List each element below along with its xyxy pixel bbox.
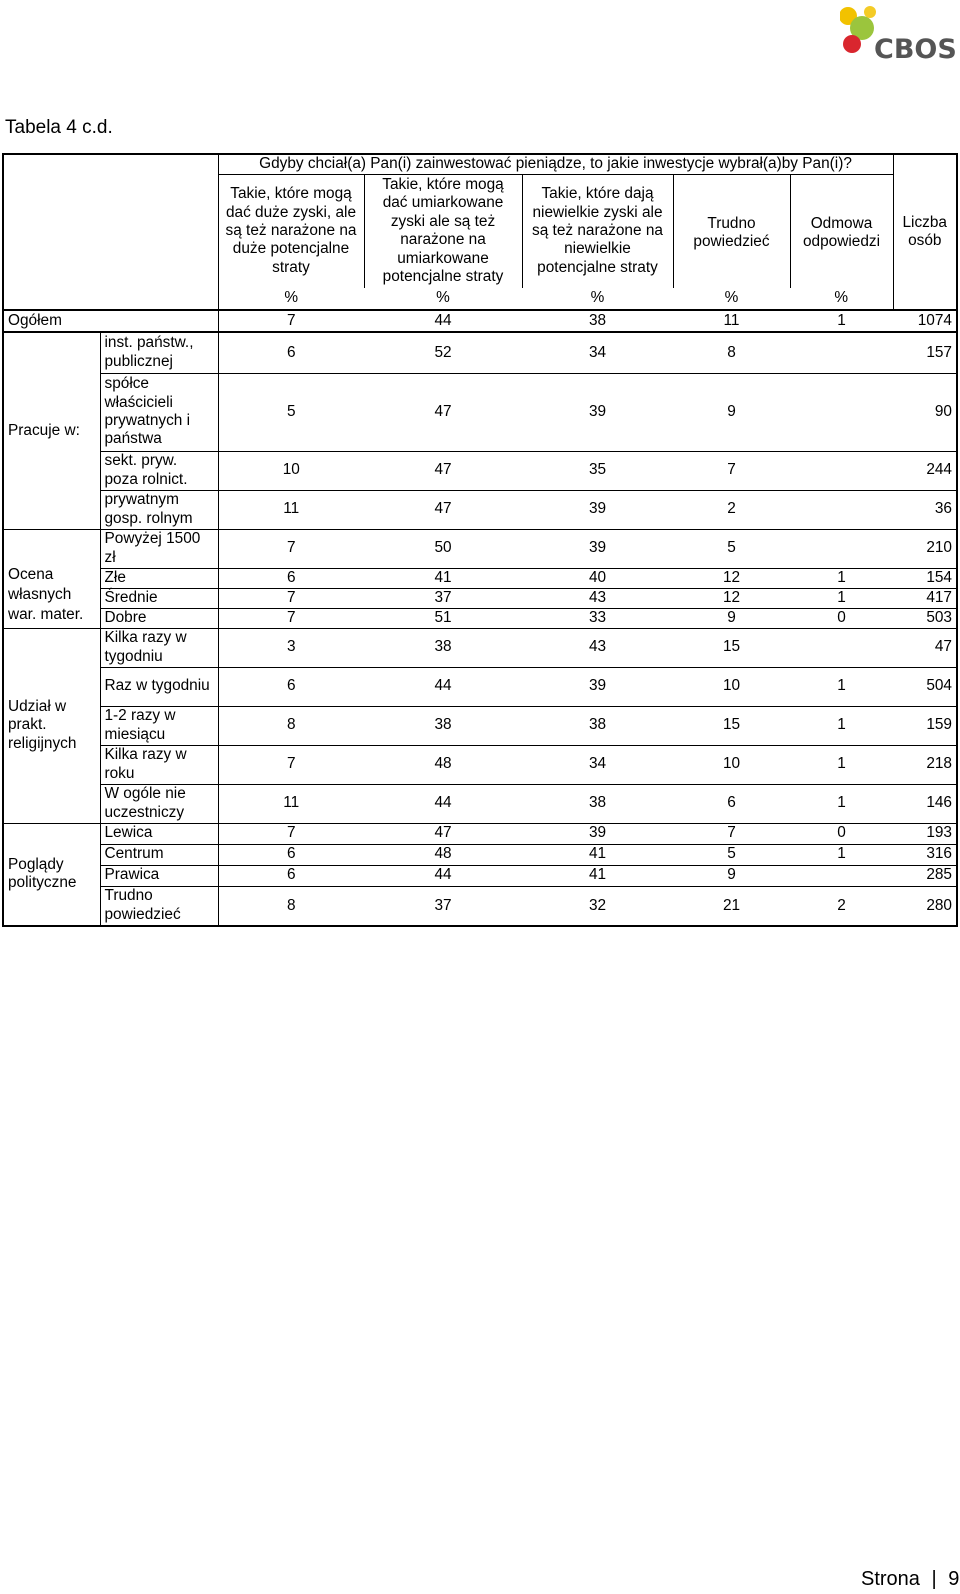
column-header-count: Liczba osób (893, 154, 957, 310)
cell-value: 8 (218, 706, 364, 745)
cell-count: 157 (893, 332, 957, 373)
unit-label: % (284, 289, 299, 307)
unit-label: % (834, 289, 849, 307)
cell-value: 7 (673, 451, 790, 490)
cell-count: 285 (893, 865, 957, 886)
cell-value: 7 (218, 745, 364, 784)
cell-value: 34 (522, 332, 673, 373)
table-row (3, 667, 957, 706)
unit-label: % (590, 289, 605, 307)
cell-count: 218 (893, 745, 957, 784)
cell-value: 8 (673, 332, 790, 373)
table-row (3, 784, 957, 823)
cell-count: 417 (893, 588, 957, 608)
cell-value: 10 (673, 745, 790, 784)
cell-count: 159 (893, 706, 957, 745)
row-label: spółce właścicieli prywatnych i państwa (100, 373, 218, 451)
cell-value: 11 (218, 784, 364, 823)
row-label: inst. państw., publicznej (100, 332, 218, 373)
cell-count: 154 (893, 568, 957, 588)
cell-count: 210 (893, 529, 957, 568)
cell-value: 39 (522, 823, 673, 844)
cell-value: 47 (364, 451, 522, 490)
group-label: Poglądy polityczne (3, 823, 100, 926)
cell-value: 41 (522, 844, 673, 865)
cell-count: 36 (893, 490, 957, 529)
cell-value: 34 (522, 745, 673, 784)
row-label: W ogóle nie uczestniczy (100, 784, 218, 823)
table-row (3, 706, 957, 745)
cell-value: 6 (673, 784, 790, 823)
row-label: Centrum (100, 844, 218, 865)
cell-value: 35 (522, 451, 673, 490)
table-row (3, 844, 957, 865)
cell-value: 44 (364, 667, 522, 706)
row-label-total: Ogółem (3, 310, 218, 332)
cell-value (790, 628, 893, 667)
cell-value: 10 (218, 451, 364, 490)
cell-value: 43 (522, 588, 673, 608)
table-row (3, 745, 957, 784)
cell-value: 38 (522, 784, 673, 823)
cell-value: 48 (364, 745, 522, 784)
table-row (3, 490, 957, 529)
cell-count: 316 (893, 844, 957, 865)
row-label: Lewica (100, 823, 218, 844)
cell-value: 39 (522, 667, 673, 706)
cell-value: 8 (218, 886, 364, 926)
table-caption: Tabela 4 c.d. (5, 117, 113, 138)
cbos-logo-text: CBOS (874, 34, 957, 65)
table-row (3, 373, 957, 451)
cell-value: 43 (522, 628, 673, 667)
cell-value: 7 (218, 588, 364, 608)
table-row (3, 608, 957, 628)
table-row (3, 823, 957, 844)
cell-value: 11 (218, 490, 364, 529)
group-label: Ocena własnych war. mater. (3, 529, 100, 628)
cell-value (790, 373, 893, 451)
header-empty-corner (3, 154, 218, 310)
table-row (3, 865, 957, 886)
cell-value (790, 490, 893, 529)
column-header-refusal: Odmowa odpowiedzi (802, 214, 880, 250)
cell-value: 10 (673, 667, 790, 706)
unit-label: % (436, 289, 450, 307)
cell-value: 3 (218, 628, 364, 667)
cell-value: 37 (364, 588, 522, 608)
cell-value: 5 (673, 844, 790, 865)
cell-value: 50 (364, 529, 522, 568)
cell-count: 146 (893, 784, 957, 823)
cell-value: 6 (218, 568, 364, 588)
table-row (3, 628, 957, 667)
cell-value: 6 (218, 332, 364, 373)
cell-value: 1 (790, 667, 893, 706)
column-header-small-gains: Takie, które dają niewielkie zyski ale są też narażone na niewielkie potencjalne straty (522, 174, 673, 288)
cell-value: 40 (522, 568, 673, 588)
table-row (3, 588, 957, 608)
cell-count: 47 (893, 628, 957, 667)
cell-count: 193 (893, 823, 957, 844)
cell-value: 7 (218, 823, 364, 844)
cell-value: 41 (522, 865, 673, 886)
row-label: Trudno powiedzieć (100, 886, 218, 926)
table-row (3, 886, 957, 926)
cell-value: 41 (364, 568, 522, 588)
table-row (3, 310, 957, 332)
cell-value: 2 (673, 490, 790, 529)
row-label: sekt. pryw. poza rolnict. (100, 451, 218, 490)
cell-value: 9 (673, 373, 790, 451)
cell-value: 6 (218, 844, 364, 865)
row-label: Powyżej 1500 zł (100, 529, 218, 568)
cell-value: 9 (673, 608, 790, 628)
cell-value: 39 (522, 373, 673, 451)
cell-value (790, 529, 893, 568)
cell-value: 1 (790, 784, 893, 823)
page-number: 9 (948, 1568, 960, 1590)
cell-value: 47 (364, 373, 522, 451)
cell-value: 1 (790, 844, 893, 865)
cell-value: 1 (790, 745, 893, 784)
cell-value: 5 (218, 373, 364, 451)
cell-value: 9 (673, 865, 790, 886)
cell-value: 47 (364, 823, 522, 844)
cell-value: 6 (218, 667, 364, 706)
cell-value: 6 (218, 865, 364, 886)
cell-value: 38 (364, 706, 522, 745)
unit-label: % (724, 289, 739, 307)
column-header-moderate-gains: Takie, które mogą dać umiarkowane zyski ale są też narażone na umiarkowane potencjalne straty (364, 174, 522, 288)
page-label: Strona (861, 1568, 920, 1590)
cell-value: 1 (790, 588, 893, 608)
row-label: 1-2 razy w miesiącu (100, 706, 218, 745)
cell-value: 44 (364, 784, 522, 823)
cell-value: 0 (790, 823, 893, 844)
cell-value: 12 (673, 568, 790, 588)
cell-count: 504 (893, 667, 957, 706)
cell-value: 7 (218, 529, 364, 568)
cell-value (790, 865, 893, 886)
cell-value: 52 (364, 332, 522, 373)
table-row (3, 568, 957, 588)
row-label: Kilka razy w roku (100, 745, 218, 784)
cell-value: 44 (364, 865, 522, 886)
cell-value: 44 (364, 310, 522, 332)
cell-value: 1 (790, 568, 893, 588)
row-label: prywatnym gosp. rolnym (100, 490, 218, 529)
data-table (2, 153, 958, 927)
cell-count: 503 (893, 608, 957, 628)
cell-count: 90 (893, 373, 957, 451)
cell-value: 39 (522, 490, 673, 529)
row-label: Złe (100, 568, 218, 588)
group-label: Udział w prakt. religijnych (3, 628, 100, 823)
cell-value (790, 332, 893, 373)
cell-value: 32 (522, 886, 673, 926)
cell-value: 38 (522, 706, 673, 745)
table-row (3, 529, 957, 568)
cell-value: 33 (522, 608, 673, 628)
cell-value: 51 (364, 608, 522, 628)
page-footer (861, 1568, 959, 1591)
row-label: Średnie (100, 588, 218, 608)
cell-value: 2 (790, 886, 893, 926)
cell-count: 280 (893, 886, 957, 926)
cell-value: 37 (364, 886, 522, 926)
row-label: Prawica (100, 865, 218, 886)
cell-value: 7 (673, 823, 790, 844)
row-label: Raz w tygodniu (100, 667, 218, 706)
cell-count: 244 (893, 451, 957, 490)
cell-value: 0 (790, 608, 893, 628)
cell-value: 47 (364, 490, 522, 529)
row-label: Kilka razy w tygodniu (100, 628, 218, 667)
group-label: Pracuje w: (3, 332, 100, 529)
cell-value: 38 (364, 628, 522, 667)
cell-value: 11 (673, 310, 790, 332)
cell-value: 1 (790, 310, 893, 332)
cell-value: 21 (673, 886, 790, 926)
cell-value: 1 (790, 706, 893, 745)
cell-value: 15 (673, 706, 790, 745)
cell-value: 5 (673, 529, 790, 568)
cell-value: 12 (673, 588, 790, 608)
cell-value (790, 451, 893, 490)
cell-value: 15 (673, 628, 790, 667)
cell-value: 7 (218, 608, 364, 628)
cell-value: 39 (522, 529, 673, 568)
page-separator: | (931, 1568, 937, 1590)
cell-value: 38 (522, 310, 673, 332)
cell-value: 48 (364, 844, 522, 865)
cell-value: 7 (218, 310, 364, 332)
row-label: Dobre (100, 608, 218, 628)
table-row (3, 451, 957, 490)
column-header-large-gains: Takie, które mogą dać duże zyski, ale są też narażone na duże potencjalne straty (218, 174, 364, 288)
table-row (3, 332, 957, 373)
cell-count: 1074 (893, 310, 957, 332)
column-header-hard-to-say: Trudno powiedzieć (673, 174, 790, 288)
question-header: Gdyby chciał(a) Pan(i) zainwestować pieniądze, to jakie inwestycje wybrał(a)by Pan(i)? (218, 154, 893, 174)
